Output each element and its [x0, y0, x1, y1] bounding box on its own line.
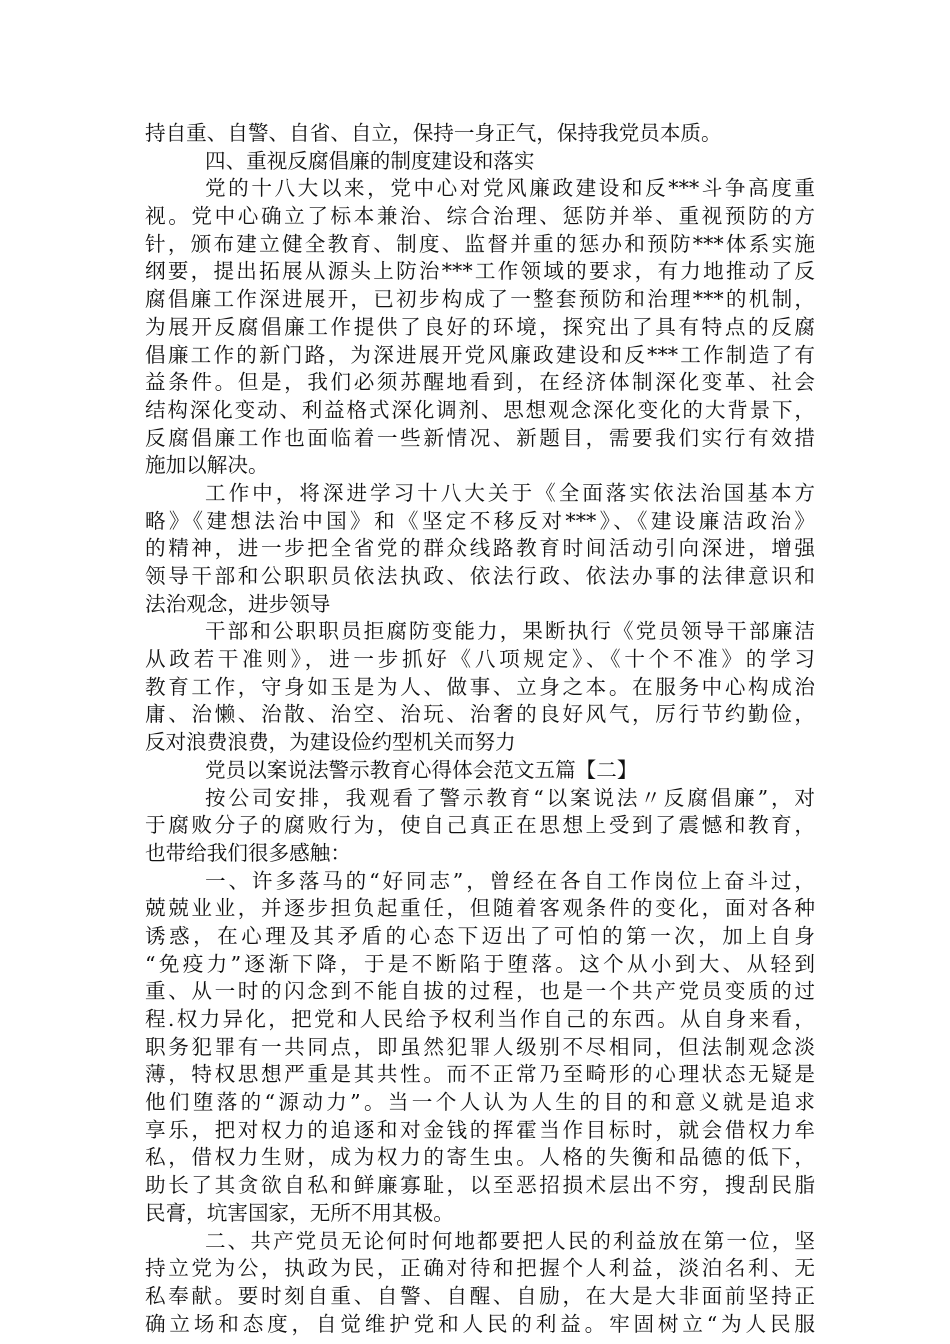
text-line: 针，颁布建立健全教育、制度、监督并重的惩办和预防***体系实施 [145, 231, 815, 256]
text-line: 干部和公职职员拒腐防变能力，果断执行《党员领导干部廉洁 [205, 619, 815, 644]
text-line: 按公司安排，我观看了警示教育“以案说法〃反腐倡廉”，对 [205, 785, 815, 810]
text-line: 助长了其贪欲自私和鲜廉寡耻，以至恶招损术层出不穷，搜刮民脂 [145, 1173, 815, 1198]
text-line: 私奉献。要时刻自重、自警、自醒、自励，在大是大非面前坚持正 [145, 1283, 815, 1308]
text-line: 持立党为公，执政为民，正确对待和把握个人利益，淡泊名利、无 [145, 1256, 815, 1281]
text-line: 法治观念，进步领导 [145, 591, 331, 616]
text-line: 于腐败分子的腐败行为，使自己真正在思想上受到了震憾和教育， [145, 813, 815, 838]
text-line: 私，借权力生财，成为权力的寄生虫。人格的失衡和品德的低下， [145, 1145, 815, 1170]
text-line: 重、从一时的闪念到不能自拔的过程，也是一个共产党员变质的过 [145, 979, 815, 1004]
text-line: “免疫力”逐渐下降，于是不断陷于堕落。这个从小到大、从轻到 [145, 951, 815, 976]
text-line: 享乐，把对权力的追逐和对金钱的挥霍当作目标时，就会借权力牟 [145, 1117, 815, 1142]
text-line: 腐倡廉工作深进展开，已初步构成了一整套预防和治理***的机制， [145, 287, 815, 312]
text-line: 程.权力异化，把党和人民给予权利当作自己的东西。从自身来看， [145, 1007, 815, 1031]
text-line: 党的十八大以来，党中心对党风廉政建设和反***斗争高度重 [205, 176, 815, 201]
text-line: 结构深化变动、利益格式深化调剂、思想观念深化变化的大背景下， [145, 397, 815, 422]
text-line: 持自重、自警、自省、自立，保持一身正气，保持我党员本质。 [145, 121, 722, 145]
text-line: 一、许多落马的“好同志”，曾经在各自工作岗位上奋斗过， [205, 868, 815, 893]
text-line: 施加以解决。 [145, 453, 269, 478]
text-line: 庸、治懒、治散、治空、治玩、治奢的良好风气，厉行节约勤俭， [145, 702, 815, 727]
text-line: 二、共产党员无论何时何地都要把人民的利益放在第一位，坚 [205, 1228, 815, 1253]
text-line: 从政若干准则》，进一步抓好《八项规定》、《十个不准》的学习 [145, 647, 815, 672]
text-line: 的精神，进一步把全省党的群众线路教育时间活动引向深进，增强 [145, 536, 815, 561]
text-line: 反对浪费浪费，为建设俭约型机关而努力 [145, 730, 516, 755]
text-line: 工作中，将深进学习十八大关于《全面落实依法治国基本方 [205, 480, 815, 505]
text-line: 略》《建想法治中国》和《坚定不移反对***》、《建设廉洁政治》 [145, 508, 815, 533]
text-line: 为展开反腐倡廉工作提供了良好的环境，探究出了具有特点的反腐 [145, 314, 815, 339]
text-line: 也带给我们很多感触： [145, 840, 351, 865]
text-line: 兢兢业业，并逐步担负起重任，但随着客观条件的变化，面对各种 [145, 896, 815, 921]
text-line: 纲要，提出拓展从源头上防治***工作领域的要求，有力地推动了反 [145, 259, 815, 284]
text-line: 诱惑，在心理及其矛盾的心态下迈出了可怕的第一次，加上自身 [145, 923, 815, 948]
document-body [145, 120, 815, 1338]
text-line: 民膏，坑害国家，无所不用其极。 [145, 1200, 454, 1225]
text-line: 职务犯罪有一共同点，即虽然犯罪人级别不尽相同，但法制观念淡 [145, 1034, 815, 1059]
text-line: 益条件。但是，我们必须苏醒地看到，在经济体制深化变革、社会 [145, 370, 815, 395]
text-line: 薄，特权思想严重是其共性。而不正常乃至畸形的心理状态无疑是 [145, 1062, 815, 1087]
text-line: 他们堕落的“源动力”。当一个人认为人生的目的和意义就是追求 [145, 1090, 815, 1115]
text-line: 领导干部和公职职员依法执政、依法行政、依法办事的法律意识和 [145, 564, 815, 588]
text-line: 反腐倡廉工作也面临着一些新情况、新题目，需要我们实行有效措 [145, 425, 815, 450]
text-line: 确立场和态度，自觉维护党和人民的利益。牢固树立“为人民服 [145, 1311, 815, 1336]
text-line: 倡廉工作的新门路，为深进展开党风廉政建设和反***工作制造了有 [145, 342, 815, 367]
text-line: 四、重视反腐倡廉的制度建设和落实 [205, 148, 535, 173]
text-line: 教育工作，守身如玉是为人、做事、立身之本。在服务中心构成治 [145, 674, 815, 699]
text-line: 视。党中心确立了标本兼治、综合治理、惩防并举、重视预防的方 [145, 204, 815, 229]
text-line: 党员以案说法警示教育心得体会范文五篇【二】 [205, 757, 638, 782]
